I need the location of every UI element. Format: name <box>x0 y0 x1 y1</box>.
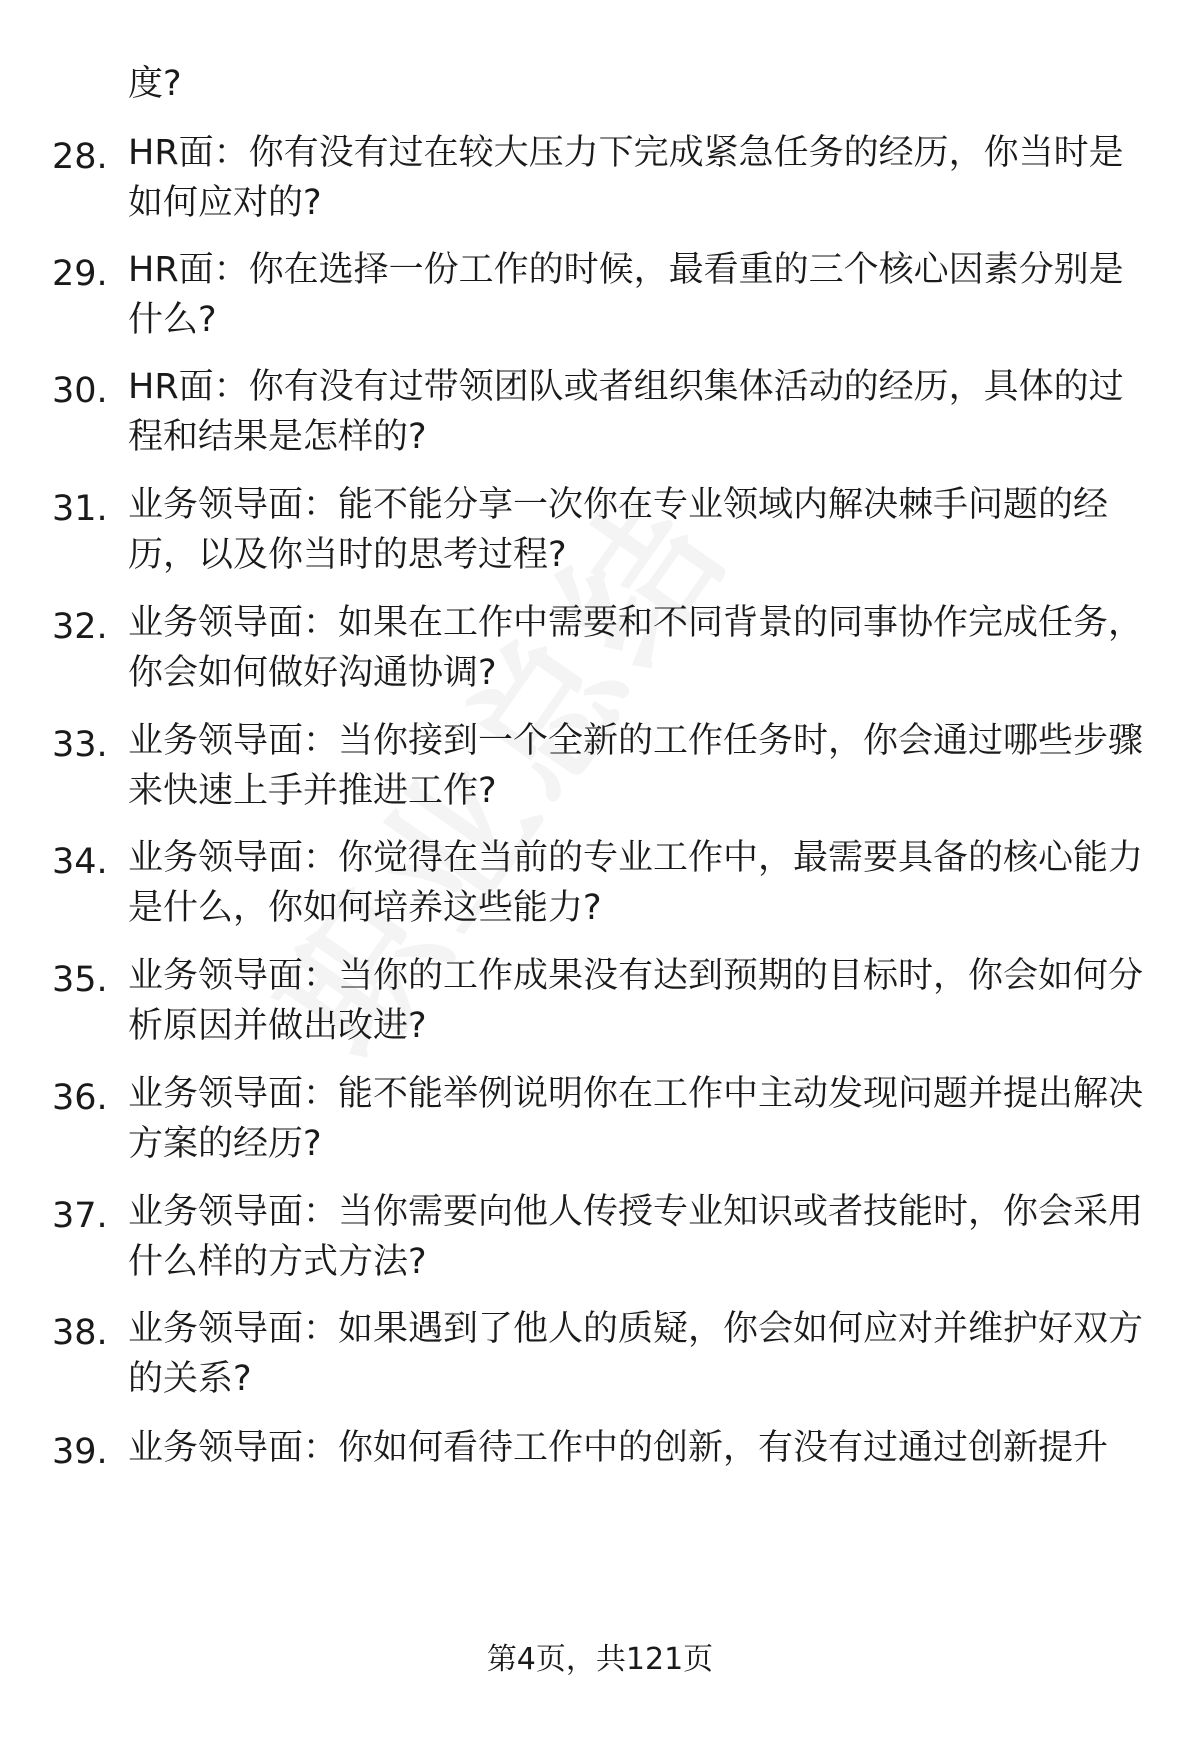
item-number: 28. <box>52 137 108 177</box>
item-text: 业务领导面：当你接到一个全新的工作任务时，你会通过哪些步骤来快速上手并推进工作? <box>128 721 1144 811</box>
item-text: 业务领导面：如果遇到了他人的质疑，你会如何应对并维护好双方的关系? <box>128 1309 1144 1399</box>
item-number: 29. <box>52 254 108 294</box>
item-text: HR面：你有没有过在较大压力下完成紧急任务的经历，你当时是如何应对的? <box>128 133 1124 223</box>
page-footer: 第4页，共121页 <box>486 1642 714 1677</box>
item-number: 34. <box>52 842 108 882</box>
item-text: 业务领导面：你如何看待工作中的创新，有没有过通过创新提升 <box>128 1428 1109 1468</box>
item-text: 业务领导面：能不能举例说明你在工作中主动发现问题并提出解决方案的经历? <box>128 1074 1144 1164</box>
item-text: 业务领导面：能不能分享一次你在专业领域内解决棘手问题的经历，以及你当时的思考过程? <box>128 485 1109 575</box>
continuation-text: 度? <box>128 64 182 104</box>
item-text: 业务领导面：如果在工作中需要和不同背景的同事协作完成任务，你会如何做好沟通协调? <box>128 603 1144 693</box>
item-number: 36. <box>52 1078 108 1118</box>
item-number: 39. <box>52 1432 108 1472</box>
item-number: 32. <box>52 607 108 647</box>
item-text: HR面：你在选择一份工作的时候，最看重的三个核心因素分别是什么? <box>128 250 1124 340</box>
item-number: 37. <box>52 1196 108 1236</box>
item-number: 30. <box>52 371 108 411</box>
item-text: 业务领导面：当你需要向他人传授专业知识或者技能时，你会采用什么样的方式方法? <box>128 1192 1144 1282</box>
item-text: 业务领导面：你觉得在当前的专业工作中，最需要具备的核心能力是什么，你如何培养这些能力? <box>128 838 1144 928</box>
item-text: HR面：你有没有过带领团队或者组织集体活动的经历，具体的过程和结果是怎样的? <box>128 367 1124 457</box>
item-number: 31. <box>52 489 108 529</box>
item-text: 业务领导面：当你的工作成果没有达到预期的目标时，你会如何分析原因并做出改进? <box>128 956 1144 1046</box>
item-number: 38. <box>52 1313 108 1353</box>
item-number: 33. <box>52 725 108 765</box>
item-number: 35. <box>52 960 108 1000</box>
